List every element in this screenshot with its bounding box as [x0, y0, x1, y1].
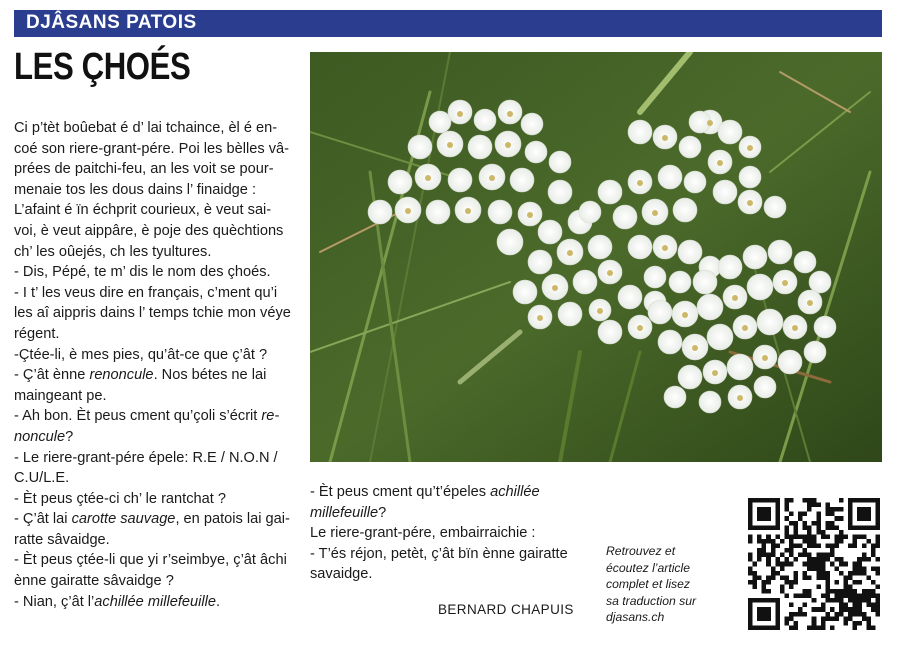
article-column-2: [310, 482, 592, 585]
author-byline: BERNARD CHAPUIS: [438, 602, 574, 617]
dialogue-line: - Èt peus çtée-li que yi r’seimbye, ç’ât âchi ènne gairatte sâvaidge ?: [14, 552, 287, 590]
qr-code[interactable]: [748, 498, 880, 630]
section-label: DJÂSANS PATOIS: [26, 12, 197, 33]
dialogue-line: Le riere-grant-pére, embairraichie :: [310, 525, 536, 542]
dialogue-line: - Le riere-grant-pére épele: R.E / N.O.N / C.U/L.E.: [14, 449, 278, 487]
dialogue-line: - T’és réjon, petèt, ç’ât bïn ènne gairatte savaidge.: [310, 545, 568, 583]
dialogue-line: - Dis, Pépé, te m’ dis le nom des çhoés.: [14, 264, 271, 281]
promo-text: Retrouvez et écoutez l’article complet et lisez sa traduction sur djasans.ch: [606, 543, 746, 626]
dialogue-line: - Ah bon. Èt peus cment qu’çoli s’écrit re- noncule?: [14, 408, 280, 445]
dialogue-line: - Ç’ât ènne renoncule. Nos bétes ne lai maingeant pe.: [14, 367, 267, 404]
section-banner: [14, 10, 882, 37]
dialogue-line: - Ç’ât lai carotte sauvage, en patois lai gai- ratte sâvaidge.: [14, 511, 290, 548]
dialogue-line: - Èt peus cment qu’t’épeles achillée millefeuille?: [310, 484, 540, 521]
intro-paragraph: Ci p’tèt boûebat é d’ lai tchaince, èl é en- coé son riere-grant-pére. Poi les bèlles vâ- prées de paitchi-feu, an les voit se pour- menaie tos les dous dains l’ finaidge : L’afaint é ïn échprit courieux, è veut sai- voi, è veut aippâre, è poje des quèchtions ch’ les oûejés, ch les tyultures.: [14, 120, 289, 260]
dialogue-line: - Nian, ç’ât l’achillée millefeuille.: [14, 593, 221, 610]
dialogue-line: -Çtée-li, è mes pies, qu’ât-ce que ç’ât ?: [14, 346, 268, 363]
article-title: LES ÇHOÉS: [14, 46, 191, 88]
article-column-1: [14, 118, 304, 612]
promo-link[interactable]: djasans.ch: [606, 610, 665, 625]
dialogue-line: - Èt peus çtée-ci ch’ le rantchat ?: [14, 490, 226, 507]
dialogue-line: - I t’ les veus dire en français, c’ment qu’i les aî aippris dains l’ temps tchie mon véye régent.: [14, 284, 291, 342]
yarrow-flower-photo: [310, 52, 882, 462]
